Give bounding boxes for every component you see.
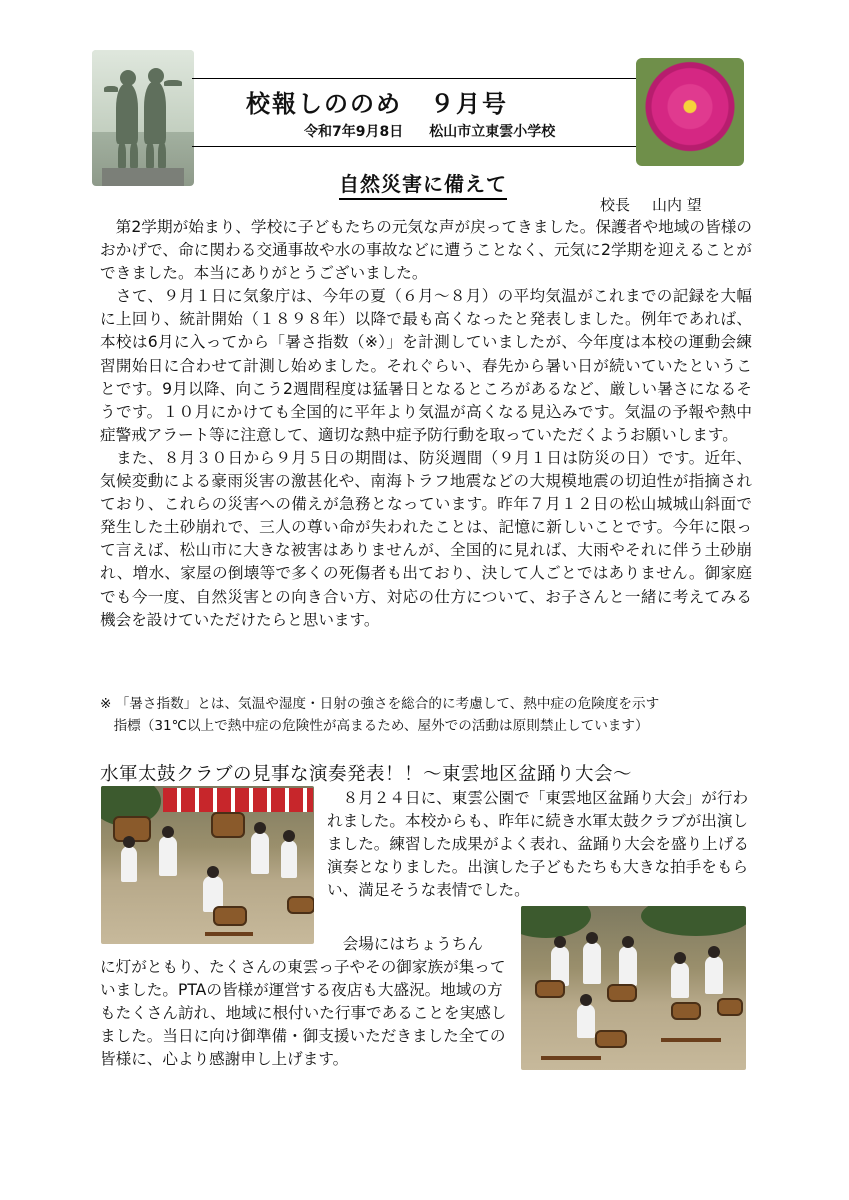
author-name: 山内 望 xyxy=(652,196,702,214)
article2-heading: 水軍太鼓クラブの見事な演奏発表！！～東雲地区盆踊り大会～ xyxy=(100,764,633,785)
author-title: 校長 xyxy=(600,196,631,214)
article1-paragraph: さて、９月１日に気象庁は、今年の夏（６月～８月）の平均気温がこれまでの記録を大幅に上回り、統計開始（１８９８年）以降で最も高くなったと発表しました。例年であれば、本校は6月に入ってから「暑さ指数（※）」を計測していましたが、今年度は本校の運動会練習開始日に合わせて計測し始めました。それぐらい、春先から暑い日が続いていたということです。9月以降、向こう2週間程度は猛暑日となるところがあるなど、厳しい暑さになるそうです。１０月にかけても全国的に平年より気温が高くなる見込みです。気温の予報や熱中症警戒アラート等に注意して、適切な熱中症予防行動を取っていただくようお願いします。 xyxy=(100,287,752,444)
newsletter-title xyxy=(246,84,508,119)
header-rule-top xyxy=(192,78,636,79)
article2-paragraph: ８月２４日に、東雲公園で「東雲地区盆踊り大会」が行われました。本校からも、昨年に続き水軍太鼓クラブが出演しました。練習した成果がよく表れ、盆踊り大会を盛り上げる演奏となりました。出演した子どもたちも大きな拍手をもらい、満足そうな表情でした。 xyxy=(327,789,749,900)
note-line: ※ 「暑さ指数」とは、気温や湿度・日射の強さを総合的に考慮して、熱中症の危険度を示す xyxy=(100,696,660,712)
school-name: 松山市立東雲小学校 xyxy=(429,124,556,140)
statue-photo xyxy=(92,50,194,186)
flower-photo xyxy=(636,58,744,166)
heat-index-note xyxy=(100,693,760,737)
article1-body xyxy=(100,216,752,632)
newsletter-name: 校報しののめ xyxy=(246,90,402,118)
article1-heading: 自然災害に備えて xyxy=(339,168,507,200)
article1-paragraph: 第2学期が始まり、学校に子どもたちの元気な声が戻ってきました。保護者や地域の皆様のおかげで、命に関わる交通事故や水の事故などに遭うことなく、元気に2学期を迎えることができました。本当にありがとうございました。 xyxy=(100,218,752,283)
paragraph2-start: 会場にはちょうちん xyxy=(327,935,483,953)
header-rule-bottom xyxy=(192,146,636,147)
dateline xyxy=(304,121,555,141)
paragraph2-rest: に灯がともり、たくさんの東雲っ子やその御家族が集っていました。PTAの皆様が運営する夜店も大盛況。地域の方もたくさん訪れ、地域に根付いた行事であることを実感しました。当日に向け御準備・御支援いただきました全ての皆様に、心より感謝申し上げます。 xyxy=(100,958,507,1069)
issue-label: ９月号 xyxy=(430,90,508,118)
issue-date: 令和7年9月8日 xyxy=(304,124,404,140)
article2-paragraph-2 xyxy=(100,933,512,1072)
taiko-photo-left xyxy=(101,786,314,944)
article1-paragraph: また、８月３０日から９月５日の期間は、防災週間（９月１日は防災の日）です。近年、気候変動による豪雨災害の激甚化や、南海トラフ地震などの大規模地震の切迫性が指摘されており、これらの災害への備えが急務となっています。昨年７月１２日の松山城城山斜面で発生した土砂崩れで、三人の尊い命が失われたことは、記憶に新しいことです。今年に限って言えば、松山市に大きな被害はありませんが、全国的に見れば、大雨やそれに伴う土砂崩れ、増水、家屋の倒壊等で多くの死傷者も出ており、決して人ごとではありません。御家庭でも今一度、自然災害との向き合い方、対応の仕方について、お子さんと一緒に考えてみる機会を設けていただけたらと思います。 xyxy=(100,448,752,629)
article1-author xyxy=(600,194,702,215)
note-line: 指標（31℃以上で熱中症の危険性が高まるため、屋外での活動は原則禁止しています） xyxy=(100,718,649,734)
taiko-photo-right xyxy=(521,906,746,1070)
